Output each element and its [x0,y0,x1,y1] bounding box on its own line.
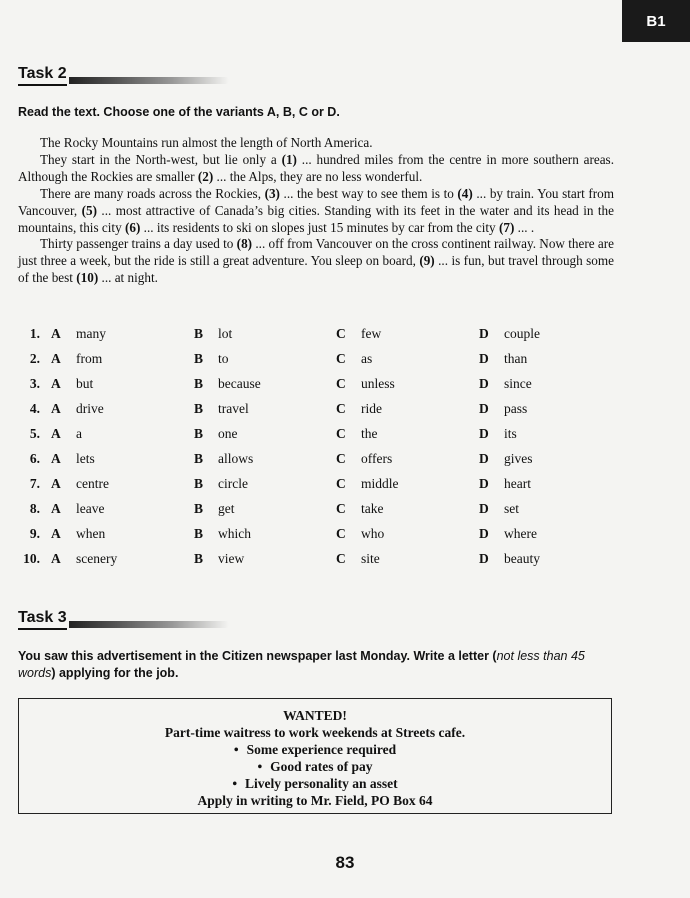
option-letter: B [194,451,204,466]
option-letter: A [51,476,61,491]
passage-text: ... its residents to ski on slopes just 15 minutes by car from the city [140,219,499,235]
option-word: few [361,326,382,341]
option-row [18,398,618,423]
option-word: since [504,376,532,391]
option-letter: B [194,501,204,516]
option-letter: D [479,501,489,516]
option-letter: B [194,526,204,541]
option-word: allows [218,451,254,466]
passage-paragraph [18,135,614,152]
option-word: middle [361,476,399,491]
option-letter: A [51,401,61,416]
section-badge: B1 [622,0,690,42]
task-3-title: Task 3 [18,609,67,630]
option-letter: D [479,551,489,566]
question-number: 5. [29,426,40,441]
passage-paragraph [18,152,614,186]
option-letter: C [336,426,346,441]
option-word: pass [504,401,528,416]
option-letter: C [336,476,346,491]
gap-marker: (6) [124,219,141,235]
option-row [18,348,618,373]
option-row [18,523,618,548]
ad-bullet: • Good rates of pay [19,758,611,775]
option-row [18,548,618,573]
task-3-instruction-part2: ) applying for the job. [51,666,179,680]
option-word: when [76,526,106,541]
option-letter: B [194,551,204,566]
option-letter: C [336,526,346,541]
task-3-instruction [18,648,618,682]
question-number: 2. [29,351,40,366]
task-2-title: Task 2 [18,65,67,86]
option-word: site [361,551,380,566]
option-word: travel [218,401,249,416]
option-letter: B [194,326,204,341]
option-row [18,498,618,523]
option-letter: C [336,376,346,391]
ad-description: Part-time waitress to work weekends at Streets cafe. [164,725,466,740]
option-letter: D [479,526,489,541]
option-word: unless [361,376,395,391]
option-row [18,448,618,473]
question-number: 6. [29,451,40,466]
ad-bullet-list [19,741,611,792]
ad-apply-line: Apply in writing to Mr. Field, PO Box 64 [197,793,433,808]
question-number: 7. [29,476,40,491]
gap-marker: (3) [264,185,280,201]
option-word: ride [361,401,382,416]
option-letter: B [194,351,204,366]
option-word: the [361,426,378,441]
job-advertisement [18,698,612,814]
passage-text: ... the Alps, they are no less wonderful. [213,168,423,184]
option-letter: A [51,376,61,391]
passage-text: They start in the North-west, but lie only a [40,151,282,167]
option-word: a [76,426,82,441]
task-2-instruction: Read the text. Choose one of the variants A, B, C or D. [18,105,340,119]
gap-marker: (9) [419,253,435,269]
option-letter: A [51,551,61,566]
option-letter: A [51,526,61,541]
option-letter: C [336,551,346,566]
option-word: which [218,526,251,541]
option-word: to [218,351,229,366]
option-letter: B [194,376,204,391]
option-word: gives [504,451,533,466]
option-letter: D [479,401,489,416]
question-number: 9. [29,526,40,541]
option-letter: D [479,426,489,441]
option-word: than [504,351,528,366]
option-word: many [76,326,106,341]
gap-marker: (7) [498,219,515,235]
option-letter: C [336,351,346,366]
answer-options-table [18,323,618,573]
option-word: one [218,426,238,441]
option-letter: C [336,501,346,516]
question-number: 4. [29,401,40,416]
option-word: scenery [76,551,118,566]
passage-text: ... at night. [98,270,158,286]
gap-marker: (10) [76,270,99,286]
task-2-decorative-bar [69,77,229,84]
passage-text: ... hundred miles from the centre in more southern areas. Although the Rockies are smaller [18,151,614,184]
passage-text: ... most attractive of Canada’s big cities. Standing with its feet in the water and its head in the mountains, this city [18,202,615,235]
question-number: 8. [29,501,40,516]
passage-paragraph [18,186,614,237]
option-letter: D [479,451,489,466]
option-word: offers [361,451,393,466]
option-letter: D [479,351,489,366]
option-letter: C [336,401,346,416]
passage-text: There are many roads across the Rockies, [40,185,265,201]
option-word: take [361,501,384,516]
task-3-decorative-bar [69,621,229,628]
passage-paragraph [18,236,614,287]
option-letter: B [194,426,204,441]
question-number: 10. [23,551,40,566]
option-letter: A [51,326,61,341]
option-word: get [218,501,235,516]
option-word: centre [76,476,109,491]
option-word: leave [76,501,105,516]
passage-text: The Rocky Mountains run almost the length of North America. [40,135,373,150]
option-word: circle [218,476,248,491]
passage-text: ... off from Vancouver on the cross continent railway. Now there are just three a week, but the ride is still a great adventure. You sleep on board, [18,236,614,269]
passage-text: Thirty passenger trains a day used to [40,236,237,252]
gap-marker: (1) [281,151,297,167]
task-2-header [18,62,229,86]
option-letter: B [194,476,204,491]
gap-marker: (2) [197,168,214,184]
option-letter: B [194,401,204,416]
option-row [18,323,618,348]
option-word: who [361,526,385,541]
option-word: from [76,351,103,366]
option-row [18,473,618,498]
option-word: lot [218,326,233,341]
ad-bullet: • Lively personality an asset [19,775,611,792]
option-word: its [504,426,517,441]
reading-passage [18,135,614,287]
gap-marker: (4) [457,185,473,201]
passage-text: ... the best way to see them is to [279,185,458,201]
option-word: couple [504,326,540,341]
option-word: where [504,526,537,541]
question-number: 3. [29,376,40,391]
passage-text: ... by train. You start from Vancouver, [18,185,615,218]
option-letter: D [479,326,489,341]
option-word: because [218,376,261,391]
option-word: beauty [504,551,540,566]
option-letter: C [336,326,346,341]
option-word: as [361,351,373,366]
option-letter: D [479,376,489,391]
option-letter: A [51,351,61,366]
option-word: but [76,376,94,391]
option-row [18,373,618,398]
option-word: heart [504,476,531,491]
option-letter: C [336,451,346,466]
ad-bullet: • Some experience required [19,741,611,758]
option-row [18,423,618,448]
gap-marker: (5) [81,202,97,218]
option-letter: D [479,476,489,491]
passage-text: ... is fun, but travel through some of the best [18,253,615,286]
task-3-header [18,606,229,630]
ad-heading: WANTED! [283,708,347,723]
option-word: lets [76,451,95,466]
option-word: set [504,501,519,516]
option-word: drive [76,401,104,416]
passage-text: ... . [514,219,535,235]
task-3-instruction-part1: You saw this advertisement in the Citizen newspaper last Monday. Write a letter ( [18,649,497,663]
option-letter: A [51,501,61,516]
task-3-instruction-italic: not less than 45 words [18,649,585,680]
gap-marker: (8) [236,236,253,252]
option-word: view [218,551,245,566]
option-letter: A [51,451,61,466]
question-number: 1. [29,326,40,341]
page-number: 83 [335,853,355,872]
option-letter: A [51,426,61,441]
